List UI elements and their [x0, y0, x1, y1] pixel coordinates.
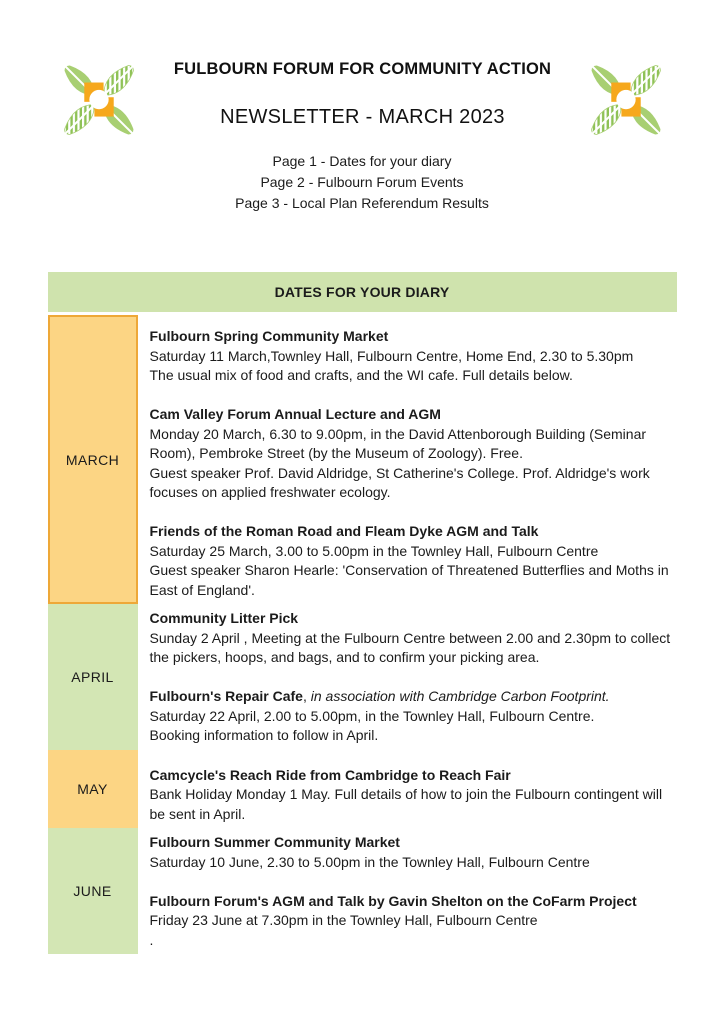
event-title: Camcycle's Reach Ride from Cambridge to Reach Fair: [149, 766, 511, 783]
toc-line: Page 2 - Fulbourn Forum Events: [260, 174, 464, 190]
newsletter-title: FULBOURN FORUM FOR COMMUNITY ACTION: [173, 60, 552, 78]
event: [150, 327, 675, 386]
table-of-contents: [0, 151, 724, 214]
event-title-line: Fulbourn's Repair Cafe, in association with Cambridge Carbon Footprint.: [149, 688, 610, 704]
event-text: Guest speaker Prof. David Aldridge, St Catherine's College. Prof. Aldridge's work focuses on applied freshwater ecology.: [149, 464, 650, 500]
month-cell-may: [48, 750, 138, 829]
month-label: APRIL: [71, 668, 114, 685]
event-text: Saturday 25 March, 3.00 to 5.00pm in the Townley Hall, Fulbourn Centre: [149, 542, 599, 559]
event-text: Saturday 11 March,Townley Hall, Fulbourn Centre, Home End, 2.30 to 5.30pm: [149, 347, 634, 364]
month-label: MAY: [77, 780, 108, 797]
event: [150, 687, 675, 746]
event: [150, 833, 675, 872]
month-label: JUNE: [73, 883, 112, 899]
event-title-note: in association with Cambridge Carbon Footprint.: [310, 688, 610, 704]
event: [150, 766, 675, 825]
event-title-line: [150, 405, 675, 425]
month-cell-march: [48, 315, 138, 604]
toc-line: Page 1 - Dates for your diary: [272, 153, 452, 169]
event-text: Saturday 22 April, 2.00 to 5.00pm, in the Townley Hall, Fulbourn Centre.: [149, 707, 595, 724]
diary-heading: DATES FOR YOUR DIARY: [48, 272, 677, 312]
forum-logo-right-icon: [578, 54, 674, 146]
month-events-may: [138, 750, 677, 829]
event: [150, 609, 675, 668]
event-title-line: [150, 766, 675, 786]
event-text: Bank Holiday Monday 1 May. Full details of how to join the Fulbourn contingent will be sent in April.: [149, 786, 663, 822]
event-title: Fulbourn Summer Community Market: [149, 834, 400, 850]
month-cell-april: [48, 604, 138, 750]
event-text: Sunday 2 April , Meeting at the Fulbourn Centre between 2.00 and 2.30pm to collect the pickers, hoops, and bags, and to confirm your picking area.: [149, 629, 671, 665]
event-text: Friday 23 June at 7.30pm in the Townley Hall, Fulbourn Centre: [149, 912, 538, 928]
month-events-june: [138, 828, 677, 954]
event: [150, 522, 675, 600]
event-title-line: [150, 892, 675, 912]
event-title: Fulbourn Forum's AGM and Talk by Gavin Shelton on the CoFarm Project: [149, 892, 637, 909]
event-text: Monday 20 March, 6.30 to 9.00pm, in the David Attenborough Building (Seminar Room), Pembroke Street (by the Museum of Zoology). Free.: [149, 425, 647, 461]
newsletter-header: [0, 0, 724, 146]
toc-line: Page 3 - Local Plan Referendum Results: [235, 195, 489, 211]
diary-body: [48, 315, 677, 954]
event-title-line: [150, 609, 675, 629]
month-label: MARCH: [65, 451, 120, 468]
event-title-line: [150, 833, 675, 853]
diary-row-march: [48, 315, 677, 604]
diary-row-april: [48, 604, 677, 750]
event: [150, 892, 675, 951]
event-text: Saturday 10 June, 2.30 to 5.00pm in the Townley Hall, Fulbourn Centre: [149, 853, 590, 870]
month-cell-june: [48, 828, 138, 954]
event-text: Booking information to follow in April.: [149, 727, 379, 743]
event-title: Friends of the Roman Road and Fleam Dyke AGM and Talk: [149, 523, 539, 539]
diary-row-june: [48, 828, 677, 954]
month-events-march: [138, 315, 677, 604]
event-text: Guest speaker Sharon Hearle: 'Conservation of Threatened Butterflies and Moths in East of England'.: [149, 562, 669, 598]
month-events-april: [138, 604, 677, 750]
event-title: Community Litter Pick: [149, 610, 299, 626]
header-titles: [147, 54, 578, 129]
event-title-line: [150, 327, 675, 347]
event-text: The usual mix of food and crafts, and the WI cafe. Full details below.: [149, 367, 573, 383]
event-title: Cam Valley Forum Annual Lecture and AGM: [149, 406, 441, 422]
event-text: .: [149, 931, 154, 948]
forum-logo-left-icon: [51, 54, 147, 146]
event-title: Fulbourn's Repair Cafe: [149, 688, 303, 704]
event-title: Fulbourn Spring Community Market: [149, 328, 389, 344]
newsletter-subtitle: NEWSLETTER - MARCH 2023: [220, 106, 505, 128]
event-title-line: [150, 522, 675, 542]
event: [150, 405, 675, 503]
diary-row-may: [48, 750, 677, 829]
diary-table: [48, 272, 677, 954]
